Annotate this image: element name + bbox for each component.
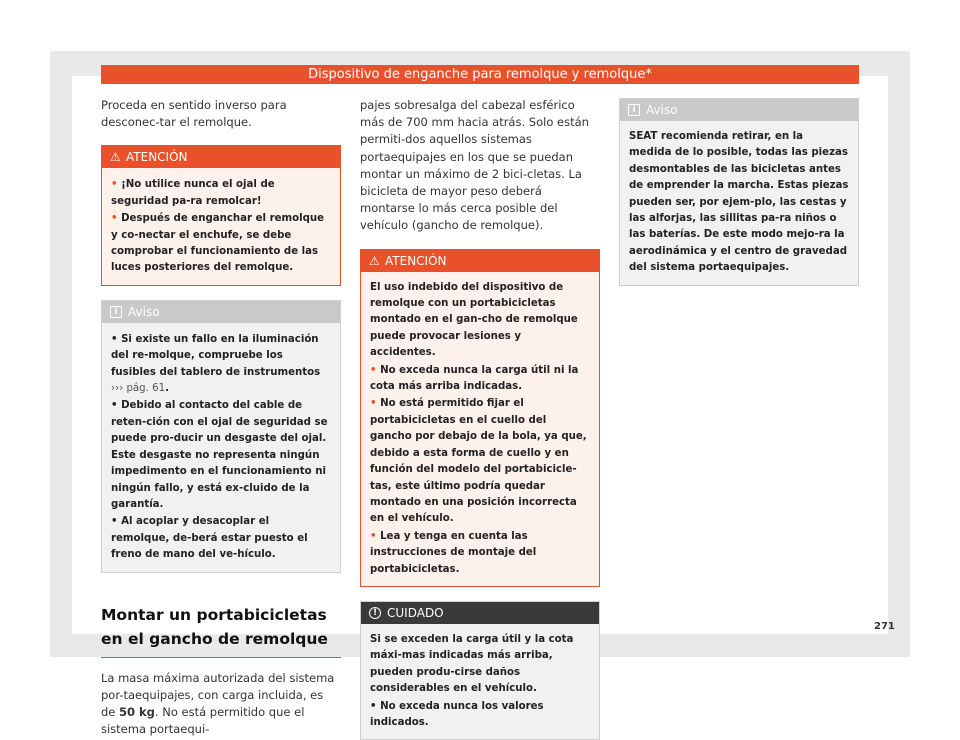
note-body: [620, 121, 858, 285]
column-left: [101, 97, 341, 738]
info-icon: i: [110, 306, 122, 318]
warning-body: [102, 168, 340, 284]
note-text: SEAT recomienda retirar, en la medida de lo posible, todas las piezas desmontables de las bicicletas antes de emprender la marcha. Estas piezas pueden ser, por ejem-plo, las cestas y las alforjas, las sillitas pa-ra niños o las baterías. De este modo mejo-ra la aerodinámica y el centro de gravedad del sistema portaequipajes.: [629, 131, 849, 274]
bullet: •: [370, 398, 381, 410]
bullet: •: [370, 530, 381, 542]
section-paragraph: La masa máxima autorizada del sistema por-taequipajes, con carga incluida, es de 50 kg. No está permitido que el sistema portaequi-: [101, 670, 335, 737]
bullet: •: [370, 364, 381, 376]
list-item: • Debido al contacto del cable de reten-ción con el ojal de seguridad se puede pro-ducir un desgaste del ojal. Este desgaste no representa ningún impedimento en el funcionamiento ni ningún fallo, y está ex-cluido de la garantía.: [111, 400, 328, 510]
intro-paragraph: Proceda en sentido inverso para desconec-tar el remolque.: [101, 98, 287, 130]
list-item: • No está permitido fijar el portabicicletas en el cuello del gancho por debajo de la bola, ya que, debido a esta forma de cuello y en función del modelo del portabicicle-tas, este último podría quedar montado en una posición incorrecta en el vehículo.: [370, 398, 587, 525]
list-item: • Si existe un fallo en la iluminación del re-molque, compruebe los fusibles del tablero de instrumentos ››› pág. 61.: [111, 333, 321, 395]
caution-title: CUIDADO: [387, 605, 444, 620]
caution-body: [361, 624, 599, 739]
caution-box: [360, 601, 600, 740]
list-item: • Lea y tenga en cuenta las instrucciones de montaje del portabicicletas.: [370, 530, 537, 575]
page-reference-link[interactable]: ››› pág. 61: [111, 383, 166, 395]
caution-intro: Si se exceden la carga útil y la cota máxi-mas indicadas más arriba, pueden produ-cirse daños considerables en el vehículo.: [370, 633, 574, 695]
warning-box: [360, 249, 600, 587]
page-number: 271: [874, 621, 895, 632]
note-title: Aviso: [128, 304, 160, 319]
note-body: [102, 323, 340, 572]
list-item: • Después de enganchar el remolque y co-nectar el enchufe, se debe comprobar el funcionamiento de las luces posteriores del remolque.: [111, 213, 325, 274]
bullet: •: [111, 213, 122, 225]
warning-body: [361, 272, 599, 586]
continued-paragraph: pajes sobresalga del cabezal esférico más de 700 mm hacia atrás. Solo están permiti-dos aquellos sistemas portaequipajes en los que se puedan montar un máximo de 2 bici-cletas. La bicicleta de mayor peso deberá montarse lo más cerca posible del vehículo (gancho de remolque).: [360, 98, 589, 233]
note-box-header: [102, 301, 340, 323]
warning-title: ATENCIÓN: [126, 150, 188, 165]
list-item: • No exceda nunca los valores indicados.: [370, 700, 544, 728]
section-heading: Montar un portabicicletas en el gancho de remolque: [101, 603, 341, 658]
warning-triangle-icon: ⚠: [110, 150, 121, 165]
warning-triangle-icon: ⚠: [369, 253, 380, 268]
warning-box-header: [361, 250, 599, 272]
note-box-header: [620, 99, 858, 121]
warning-intro: El uso indebido del dispositivo de remolque con un portabicicletas montado en el gan-cho de remolque puede provocar lesiones y accidentes.: [370, 281, 578, 359]
list-item: • No exceda nunca la carga útil ni la cota más arriba indicadas.: [370, 364, 579, 393]
note-box: [619, 98, 859, 286]
page-header: Dispositivo de enganche para remolque y remolque*: [101, 65, 859, 84]
warning-box-header: [102, 146, 340, 168]
caution-circle-icon: !: [369, 607, 381, 619]
column-right: [619, 84, 859, 286]
note-title: Aviso: [646, 103, 678, 117]
warning-box: [101, 145, 341, 285]
list-item: • ¡No utilice nunca el ojal de seguridad pa-ra remolcar!: [111, 179, 275, 207]
list-item: • Al acoplar y desacoplar el remolque, de-berá estar puesto el freno de mano del ve-hículo.: [111, 516, 308, 561]
caution-box-header: [361, 602, 599, 624]
warning-title: ATENCIÓN: [385, 253, 447, 268]
bullet: •: [111, 179, 122, 191]
column-middle: [360, 97, 600, 740]
note-box: [101, 300, 341, 573]
info-icon: i: [628, 104, 640, 116]
